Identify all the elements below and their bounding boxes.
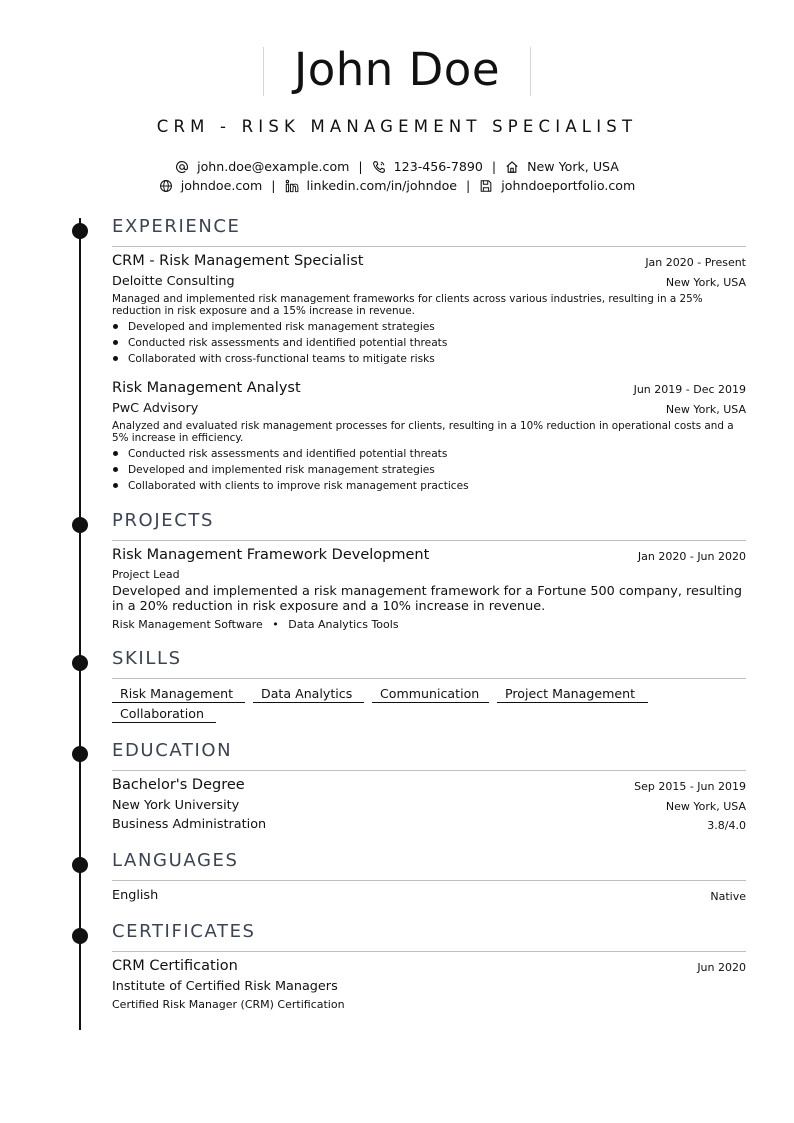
name-frame [263,43,531,96]
school: New York University [112,798,240,813]
project-tool: Data Analytics Tools [288,618,399,631]
timeline-dot [72,223,88,239]
section-title-skills: SKILLS [112,648,182,669]
contact-portfolio[interactable] [479,178,635,193]
contact-separator: | [466,178,471,193]
section-divider [112,678,746,679]
section-divider [112,770,746,771]
portfolio-icon [479,179,493,193]
at-icon [175,160,189,174]
phone-text: 123-456-7890 [393,159,483,174]
contact-separator: | [491,159,497,174]
language-name: English [112,888,159,903]
linkedin-text: linkedin.com/in/johndoe [306,178,458,193]
timeline-dot [72,928,88,944]
section-divider [112,540,746,541]
project-description: Developed and implemented a risk management framework for a Fortune 500 company, resulting in a 20% reduction in risk exposure and a 10% increase in revenue. [112,584,742,614]
contact-location [505,159,619,174]
skill-tag: Risk Management [112,685,245,703]
project-tool: Risk Management Software [112,618,263,631]
timeline-dot [72,517,88,533]
contact-website[interactable] [159,178,263,193]
tool-separator: • [272,618,279,631]
skill-tag: Project Management [497,685,648,703]
section-divider [112,951,746,952]
section-divider [112,246,746,247]
certificate-name: CRM Certification [112,958,238,974]
certificate-date: Jun 2020 [697,961,746,974]
timeline-dot [72,655,88,671]
contact-line-1 [0,159,794,174]
job-location: New York, USA [665,403,746,416]
job-bullet: Collaborated with clients to improve risk management practices [113,480,469,492]
location-text: New York, USA [527,159,619,174]
section-title-projects: PROJECTS [112,510,215,531]
job-bullet: Developed and implemented risk management strategies [113,464,435,476]
contact-separator: | [358,159,363,174]
contact-line-2 [0,178,794,193]
education-dates: Sep 2015 - Jun 2019 [634,780,746,793]
job-bullet: Conducted risk assessments and identified potential threats [113,337,447,349]
contact-linkedin[interactable] [285,178,458,193]
job-company: Deloitte Consulting [112,274,235,289]
job-bullet: Conducted risk assessments and identified potential threats [113,448,447,460]
section-divider [112,880,746,881]
candidate-name: John Doe [293,43,501,96]
project-tools [112,618,399,631]
contact-separator: | [271,178,276,193]
gpa: 3.8/4.0 [707,819,746,832]
project-dates: Jan 2020 - Jun 2020 [637,550,746,563]
timeline-line [79,218,81,1030]
certificate-issuer: Institute of Certified Risk Managers [112,979,338,994]
job-dates: Jun 2019 - Dec 2019 [633,383,746,396]
timeline-dot [72,857,88,873]
section-title-certificates: CERTIFICATES [112,921,256,942]
certificate-description: Certified Risk Manager (CRM) Certification [112,998,345,1011]
job-company: PwC Advisory [112,401,199,416]
job-summary: Analyzed and evaluated risk management processes for clients, resulting in a 10% reduction in operational costs and a 5% increase in efficiency. [112,420,734,444]
skill-tag: Data Analytics [253,685,364,703]
project-role: Project Lead [112,568,180,581]
job-bullet: Developed and implemented risk management strategies [113,321,435,333]
phone-icon [372,160,386,174]
website-text: johndoe.com [180,178,263,193]
job-summary: Managed and implemented risk management frameworks for clients across various industries, resulting in a 25% reduction in risk exposure and a 15% increase in revenue. [112,293,703,317]
email-text: john.doe@example.com [197,159,350,174]
degree: Bachelor's Degree [112,777,245,793]
job-title: CRM - RISK MANAGEMENT SPECIALIST [156,117,638,136]
skill-tag: Collaboration [112,705,216,723]
section-title-languages: LANGUAGES [112,850,239,871]
contact-email[interactable] [175,159,349,174]
field-of-study: Business Administration [112,817,267,832]
job-dates: Jan 2020 - Present [645,256,746,269]
language-level: Native [710,890,746,903]
section-title-experience: EXPERIENCE [112,216,241,237]
portfolio-text: johndoeportfolio.com [501,178,636,193]
home-icon [505,160,519,174]
skill-tag: Communication [372,685,489,703]
section-title-education: EDUCATION [112,740,233,761]
globe-icon [159,179,173,193]
job-role: CRM - Risk Management Specialist [112,253,364,269]
education-location: New York, USA [665,800,746,813]
job-role: Risk Management Analyst [112,380,301,396]
project-name: Risk Management Framework Development [112,547,430,563]
linkedin-icon [285,179,299,193]
job-location: New York, USA [665,276,746,289]
job-bullet: Collaborated with cross-functional teams to mitigate risks [113,353,435,365]
contact-phone[interactable] [372,159,483,174]
timeline-dot [72,746,88,762]
